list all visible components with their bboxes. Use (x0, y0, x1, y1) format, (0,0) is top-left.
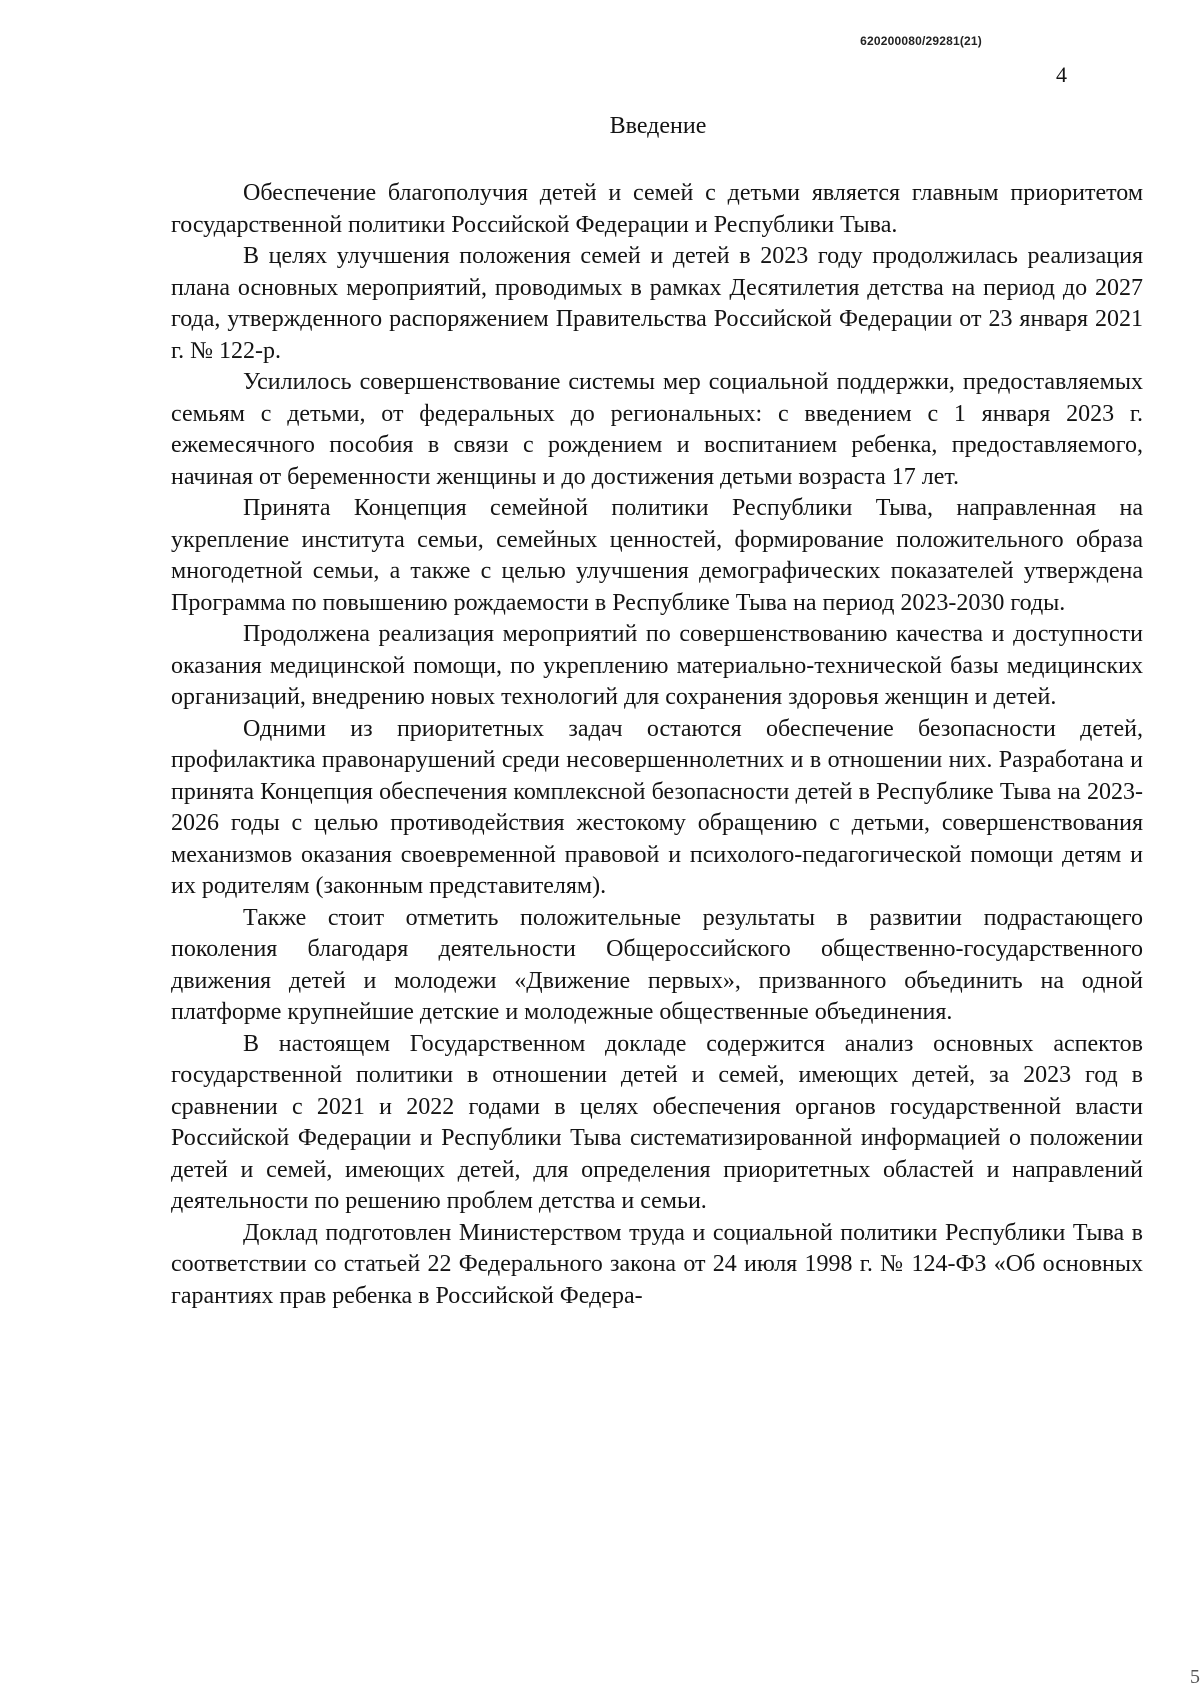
paragraph: Одними из приоритетных задач остаются обеспечение безопасности детей, профилактика правонарушений среди несовершеннолетних и в отношении них. Разработана и принята Концепция обеспечения комплексной безопасности детей в Республике Тыва на 2023-2026 годы с целью противодействия жестокому обращению с детьми, совершенствования механизмов оказания своевременной правовой и психолого-педагогической помощи детям и их родителям (законным представителям). (171, 715, 1143, 899)
paragraph: Продолжена реализация мероприятий по совершенствованию качества и доступности оказания медицинской помощи, по укреплению материально-технической базы медицинских организаций, внедрению новых технологий для сохранения здоровья женщин и детей. (171, 621, 1143, 710)
paragraph: Доклад подготовлен Министерством труда и социальной политики Республики Тыва в соответствии со статьей 22 Федерального закона от 24 июля 1998 г. № 124-ФЗ «Об основных гарантиях прав ребенка в Российской Федера- (171, 1219, 1143, 1309)
paragraph: В целях улучшения положения семей и детей в 2023 году продолжилась реализация плана основных мероприятий, проводимых в рамках Десятилетия детства на период до 2027 года, утвержденного распоряжением Правительства Российской Федерации от 23 января 2021 г. № 122-р. (171, 243, 1143, 364)
paragraph: Также стоит отметить положительные результаты в развитии подрастающего поколения благодаря деятельности Общероссийского общественно-государственного движения детей и молодежи «Движение первых», призванного объединить на одной платформе крупнейшие детские и молодежные общественные объединения. (171, 904, 1143, 1025)
page-number: 4 (1056, 62, 1067, 87)
paragraph: В настоящем Государственном докладе содержится анализ основных аспектов государственной политики в отношении детей и семей, имеющих детей, за 2023 год в сравнении с 2021 и 2022 годами в целях обеспечения органов государственной власти Российской Федерации и Республики Тыва систематизированной информацией о положении детей и семей, имеющих детей, для определения приоритетных областей и направлений деятельности по решению проблем детства и семьи. (171, 1030, 1143, 1214)
document-registration-number: 620200080/29281(21) (860, 34, 982, 48)
corner-handwritten-mark: 5 (1190, 1666, 1200, 1688)
paragraph: Принята Концепция семейной политики Республики Тыва, направленная на укрепление института семьи, семейных ценностей, формирование положительного образа многодетной семьи, а также с целью улучшения демографических показателей утверждена Программа по повышению рождаемости в Республике Тыва на период 2023-2030 годы. (171, 495, 1143, 616)
paragraph: Усилилось совершенствование системы мер социальной поддержки, предоставляемых семьям с детьми, от федеральных до региональных: с введением с 1 января 2023 г. ежемесячного пособия в связи с рождением и воспитанием ребенка, предоставляемого, начиная от беременности женщины и до достижения детьми возраста 17 лет. (171, 369, 1143, 490)
paragraph: Обеспечение благополучия детей и семей с детьми является главным приоритетом государственной политики Российской Федерации и Республики Тыва. (171, 180, 1143, 238)
section-title: Введение (609, 113, 707, 139)
body-text (171, 178, 1143, 1312)
